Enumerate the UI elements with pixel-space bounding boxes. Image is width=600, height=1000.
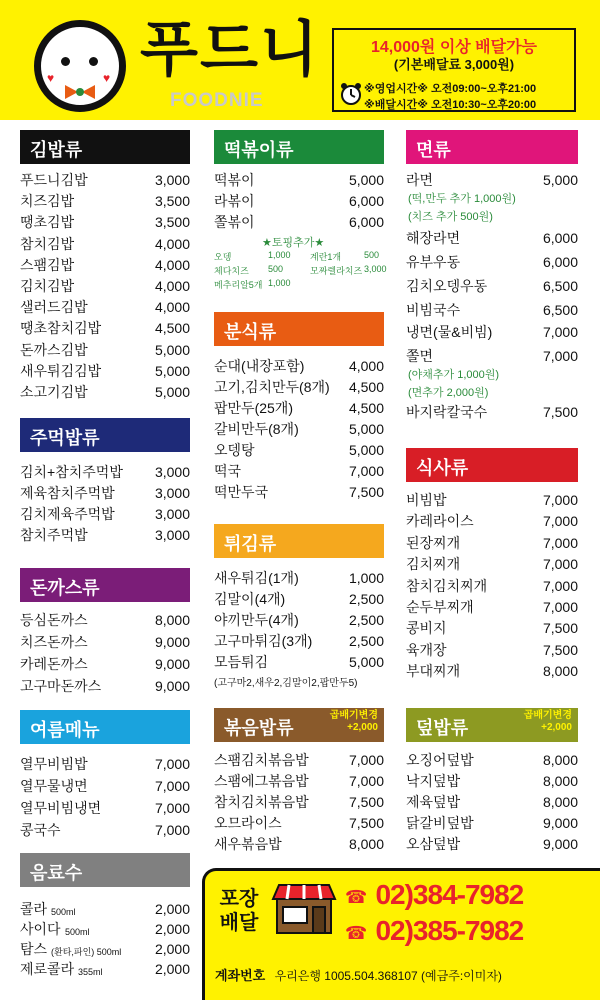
menu-item-name: 부대찌개 xyxy=(406,663,461,680)
delivery-hours-text: ※배달시간※ 오전10:30~오후20:00 xyxy=(364,99,537,111)
menu-item xyxy=(20,318,190,338)
menu-item xyxy=(20,525,190,545)
menu-item xyxy=(406,228,578,248)
bank-account xyxy=(215,965,502,984)
alarm-clock-icon xyxy=(340,82,362,106)
menu-item xyxy=(214,792,384,812)
section-title: 김밥류 xyxy=(20,130,190,164)
section-rice-bowl xyxy=(406,708,578,868)
menu-item-name: 유부우동 xyxy=(406,254,461,270)
menu-item-name: 사이다 xyxy=(20,921,61,937)
menu-item-name: 김치+참치주먹밥 xyxy=(20,464,123,480)
menu-item xyxy=(214,631,384,651)
menu-item xyxy=(20,798,190,818)
menu-item-name: 순대(내장포함) xyxy=(214,358,305,374)
menu-item xyxy=(406,300,578,320)
menu-item-price: 7,000 xyxy=(348,752,384,768)
menu-item xyxy=(406,490,578,510)
menu-item-price: 3,000 xyxy=(154,485,190,501)
menu-item xyxy=(20,234,190,254)
topping-name: 계란1개 xyxy=(310,252,342,262)
section-title xyxy=(406,708,578,742)
menu-item xyxy=(20,820,190,840)
section-title: 음료수 xyxy=(20,853,190,887)
menu-item-price: 8,000 xyxy=(542,752,578,768)
menu-item-size: 355ml xyxy=(78,967,103,977)
menu-item xyxy=(214,813,384,833)
menu-item xyxy=(20,297,190,317)
menu-item-name: 열무비빔냉면 xyxy=(20,800,102,816)
menu-item-name: 새우볶음밥 xyxy=(214,836,282,852)
noodle-option-note: (떡,만두 추가 1,000원) xyxy=(408,193,516,205)
menu-item-price: 8,000 xyxy=(348,836,384,852)
menu-item-price: 7,000 xyxy=(348,463,384,479)
section-title: 주먹밥류 xyxy=(20,418,190,452)
menu-item xyxy=(20,676,190,696)
phone-icon: ☎ xyxy=(345,923,368,943)
heart-icon: ♥ xyxy=(103,71,111,85)
menu-item-name: 오므라이스 xyxy=(214,815,282,831)
section-gimbap xyxy=(20,130,190,405)
menu-item-name: 김치김밥 xyxy=(20,278,75,294)
section-title: 여름메뉴 xyxy=(20,710,190,744)
menu-item-price: 2,000 xyxy=(154,941,190,957)
menu-item-price: 4,500 xyxy=(348,379,384,395)
brand-title: 푸드니 xyxy=(140,16,320,83)
menu-item-name: 냉면(물&비빔) xyxy=(406,324,493,340)
menu-item-price: 6,000 xyxy=(348,193,384,209)
menu-item-name: 된장찌개 xyxy=(406,534,461,551)
menu-item-price: 6,000 xyxy=(348,214,384,230)
phone-number-text: 02)384-7982 xyxy=(375,879,524,910)
delivery-fee-text: (기본배달료 3,000원) xyxy=(393,57,515,72)
menu-item-price: 7,500 xyxy=(348,484,384,500)
menu-item xyxy=(406,640,578,660)
menu-item xyxy=(20,899,190,919)
menu-item-name: 해장라면 xyxy=(406,230,461,246)
menu-item-price: 3,000 xyxy=(154,464,190,480)
menu-item-price: 5,000 xyxy=(154,384,190,400)
menu-item-name: 김치제육주먹밥 xyxy=(20,506,115,522)
menu-item-price: 4,000 xyxy=(154,256,190,273)
topping-price: 1,000 xyxy=(268,250,291,260)
menu-item-name: 김말이(4개) xyxy=(214,591,286,607)
heart-icon: ♥ xyxy=(47,71,55,85)
menu-item-price: 1,000 xyxy=(348,570,384,586)
menu-item-name: 열무물냉면 xyxy=(20,778,88,794)
menu-item xyxy=(406,661,578,681)
menu-item xyxy=(406,771,578,791)
menu-item-price: 7,000 xyxy=(542,534,578,551)
menu-item xyxy=(20,462,190,482)
topping-price: 3,000 xyxy=(364,264,387,274)
menu-item-price: 3,000 xyxy=(154,506,190,522)
noodle-option-note: (치즈 추가 500원) xyxy=(408,211,493,223)
menu-item-price: 5,000 xyxy=(348,442,384,458)
menu-item-price: 7,500 xyxy=(542,620,578,637)
menu-item-price: 6,000 xyxy=(542,254,578,270)
menu-item-price: 2,000 xyxy=(154,921,190,937)
takeout-label: 포장 xyxy=(219,888,259,910)
menu-item-name: 오뎅탕 xyxy=(214,442,255,458)
menu-item xyxy=(406,276,578,296)
menu-item-price: 5,000 xyxy=(348,654,384,670)
menu-item-price: 7,000 xyxy=(542,348,578,364)
contact-footer xyxy=(202,868,600,1000)
menu-item xyxy=(214,398,384,418)
section-drinks xyxy=(20,853,190,983)
section-bunsik xyxy=(214,312,384,512)
menu-item-name: 땡초김밥 xyxy=(20,214,75,231)
menu-item xyxy=(406,750,578,770)
section-fried xyxy=(214,524,384,694)
menu-item-name: 떡볶이 xyxy=(214,172,255,188)
menu-item-name: 스팸김밥 xyxy=(20,256,75,273)
menu-item-price: 3,500 xyxy=(154,214,190,231)
menu-item xyxy=(20,919,190,939)
menu-item xyxy=(20,191,190,211)
menu-item-size: (환타,파인) 500ml xyxy=(51,947,122,957)
mascot-eye-icon xyxy=(89,57,98,66)
menu-item xyxy=(406,252,578,272)
section-meals xyxy=(406,448,578,688)
menu-item-name: 모듬튀김 xyxy=(214,654,269,670)
menu-item-name: 콜라 xyxy=(20,901,48,917)
menu-item xyxy=(20,654,190,674)
menu-item xyxy=(214,356,384,376)
menu-item xyxy=(214,191,384,211)
menu-item xyxy=(214,170,384,190)
section-title: 분식류 xyxy=(214,312,384,346)
menu-item xyxy=(20,255,190,275)
menu-item xyxy=(406,813,578,833)
menu-item-price: 8,000 xyxy=(542,663,578,680)
menu-item-name: 쫄볶이 xyxy=(214,214,255,230)
topping-name: 오뎅 xyxy=(214,252,232,262)
delivery-label: 배달 xyxy=(219,912,259,934)
menu-item-price: 2,500 xyxy=(348,633,384,649)
section-noodles xyxy=(406,130,578,430)
menu-item-price: 4,500 xyxy=(348,400,384,416)
account-text: 우리은행 1005.504.368107 (예금주:이미자) xyxy=(274,969,502,983)
menu-item-price: 5,000 xyxy=(542,172,578,188)
menu-item-price: 4,000 xyxy=(154,235,190,252)
menu-item-name: 떡만두국 xyxy=(214,484,269,500)
brand-subtitle: FOODNIE xyxy=(170,90,264,111)
menu-item xyxy=(214,212,384,232)
menu-item xyxy=(214,610,384,630)
menu-item-price: 5,000 xyxy=(154,341,190,358)
menu-item-price: 9,000 xyxy=(542,836,578,852)
menu-item xyxy=(406,533,578,553)
menu-item-name: 비빔국수 xyxy=(406,302,461,318)
topping-name: 메추리알5개 xyxy=(214,280,263,290)
menu-item-price: 6,500 xyxy=(542,302,578,318)
topping-price: 1,000 xyxy=(268,278,291,288)
menu-item-name: 탐스 xyxy=(20,941,48,957)
menu-item-name: 새우튀김김밥 xyxy=(20,362,102,379)
menu-item xyxy=(214,419,384,439)
menu-item-price: 4,500 xyxy=(154,320,190,337)
menu-item-name: 땡초참치김밥 xyxy=(20,320,102,337)
menu-item-name: 카레돈까스 xyxy=(20,656,88,672)
large-size-note-line: +2,000 xyxy=(541,722,572,733)
menu-item-price: 7,000 xyxy=(542,492,578,508)
menu-item xyxy=(20,754,190,774)
menu-item-name: 라면 xyxy=(406,172,434,188)
phone-number-1[interactable] xyxy=(345,879,523,911)
menu-item xyxy=(406,554,578,574)
menu-item-price: 6,000 xyxy=(542,230,578,246)
menu-item xyxy=(214,377,384,397)
section-title: 식사류 xyxy=(406,448,578,482)
menu-item-name: 고구마돈까스 xyxy=(20,678,102,694)
menu-item-name: 콩비지 xyxy=(406,620,447,637)
menu-item-name: 등심돈까스 xyxy=(20,612,88,628)
menu-item xyxy=(406,511,578,531)
menu-item-price: 7,000 xyxy=(542,324,578,340)
menu-item xyxy=(406,322,578,342)
menu-item-name: 김치찌개 xyxy=(406,556,461,573)
business-hours-text: ※영업시간※ 오전09:00~오후21:00 xyxy=(364,83,537,95)
menu-item xyxy=(406,597,578,617)
menu-item xyxy=(20,382,190,402)
menu-item xyxy=(20,483,190,503)
menu-item-price: 7,000 xyxy=(348,773,384,789)
menu-item-price: 7,500 xyxy=(542,641,578,658)
menu-item xyxy=(214,834,384,854)
topping-name: 체다치즈 xyxy=(214,266,249,276)
large-size-note xyxy=(330,710,378,734)
phone-number-text: 02)385-7982 xyxy=(375,915,524,946)
menu-item-price: 9,000 xyxy=(154,678,190,694)
menu-item-price: 4,000 xyxy=(348,358,384,374)
menu-item-name: 비빔밥 xyxy=(406,492,447,508)
menu-item-price: 7,500 xyxy=(348,794,384,810)
menu-item-name: 제육덮밥 xyxy=(406,794,461,810)
header xyxy=(0,0,600,120)
menu-item-price: 3,500 xyxy=(154,193,190,210)
menu-item xyxy=(214,771,384,791)
large-size-note-line: 곱배기변경 xyxy=(523,710,572,721)
section-title: 면류 xyxy=(406,130,578,164)
menu-item-price: 8,000 xyxy=(542,794,578,810)
delivery-info-box xyxy=(332,28,576,112)
section-tteokbokki xyxy=(214,130,387,300)
menu-item xyxy=(20,361,190,381)
menu-item-price: 7,000 xyxy=(542,513,578,530)
menu-item xyxy=(214,750,384,770)
menu-item-size: 500ml xyxy=(65,927,90,937)
section-title-text: 덮밥류 xyxy=(416,718,469,738)
menu-item-name: 참치김치볶음밥 xyxy=(214,794,309,810)
menu-item-name: 참치주먹밥 xyxy=(20,527,88,543)
menu-item xyxy=(406,834,578,854)
menu-item-price: 9,000 xyxy=(154,656,190,672)
menu-item xyxy=(214,568,384,588)
menu-item-name: 육개장 xyxy=(406,641,447,658)
menu-item xyxy=(406,170,578,190)
menu-item-price: 6,500 xyxy=(542,278,578,294)
menu-item-price: 3,000 xyxy=(154,527,190,543)
menu-item-name: 새우튀김(1개) xyxy=(214,570,299,586)
menu-item-price: 7,000 xyxy=(154,756,190,772)
min-order-text: 14,000원 이상 배달가능 xyxy=(370,39,538,56)
menu-item xyxy=(406,576,578,596)
phone-icon: ☎ xyxy=(345,887,368,907)
menu-item-size: 500ml xyxy=(51,907,76,917)
menu-item-name: 라볶이 xyxy=(214,193,255,209)
menu-item-price: 8,000 xyxy=(542,773,578,789)
menu-item-name: 스팸김치볶음밥 xyxy=(214,752,309,768)
menu-item xyxy=(214,482,384,502)
menu-item-price: 5,000 xyxy=(348,421,384,437)
section-jumeok xyxy=(20,418,190,548)
account-label: 계좌번호 xyxy=(215,968,266,983)
store-icon xyxy=(271,881,337,935)
menu-item-name: 참치김밥 xyxy=(20,235,75,252)
menu-item-price: 7,000 xyxy=(542,577,578,594)
section-fried-rice xyxy=(214,708,384,868)
menu-item-name: 팝만두(25개) xyxy=(214,400,293,416)
section-title-text: 볶음밥류 xyxy=(224,718,294,738)
large-size-note-line: +2,000 xyxy=(347,722,378,733)
menu-item-price: 8,000 xyxy=(154,612,190,628)
menu-item xyxy=(214,589,384,609)
menu-item-name: 돈까스김밥 xyxy=(20,341,88,358)
menu-item xyxy=(20,610,190,630)
section-title: 튀김류 xyxy=(214,524,384,558)
menu-item-price: 7,000 xyxy=(542,556,578,573)
menu-item-name: 치즈돈까스 xyxy=(20,634,88,650)
section-summer xyxy=(20,710,190,840)
topping-name: 모짜렐라치즈 xyxy=(310,266,363,276)
menu-item-name: 카레라이스 xyxy=(406,513,474,530)
menu-item-name: 오징어덮밥 xyxy=(406,752,474,768)
menu-item-name: 고구마튀김(3개) xyxy=(214,633,313,649)
menu-item-price: 5,000 xyxy=(154,362,190,379)
menu-item xyxy=(214,461,384,481)
mascot-logo-icon xyxy=(34,20,126,112)
phone-number-2[interactable] xyxy=(345,915,523,947)
section-title: 떡볶이류 xyxy=(214,130,384,164)
menu-item-name: 오삼덮밥 xyxy=(406,836,461,852)
menu-item xyxy=(20,776,190,796)
menu-item xyxy=(406,346,578,366)
menu-item xyxy=(20,340,190,360)
fried-note: (고구마2,새우2,김말이2,팝만두5) xyxy=(214,678,358,689)
menu-item xyxy=(214,652,384,672)
topping-title: ★토핑추가★ xyxy=(262,237,325,249)
menu-item-name: 갈비만두(8개) xyxy=(214,421,299,437)
bowtie-icon xyxy=(65,85,95,99)
menu-item-price: 7,500 xyxy=(348,815,384,831)
menu-item xyxy=(406,792,578,812)
topping-price: 500 xyxy=(364,250,380,260)
menu-item-price: 7,000 xyxy=(542,599,578,615)
menu-item-name: 콩국수 xyxy=(20,822,61,838)
menu-item-name: 김치오뎅우동 xyxy=(406,278,488,294)
menu-item-name: 낙지덮밥 xyxy=(406,773,461,789)
menu-item-name: 제로콜라 xyxy=(20,961,75,977)
menu-item-price: 4,000 xyxy=(154,299,190,316)
menu-item-price: 2,500 xyxy=(348,591,384,607)
menu-item-price: 7,000 xyxy=(154,822,190,838)
menu-item xyxy=(20,504,190,524)
menu-item-name: 제육참치주먹밥 xyxy=(20,485,115,501)
menu-item xyxy=(20,959,190,979)
menu-item-name: 소고기김밥 xyxy=(20,384,88,400)
menu-item xyxy=(20,170,190,190)
menu-item-price: 5,000 xyxy=(348,172,384,188)
menu-item xyxy=(20,212,190,232)
menu-item-price: 7,500 xyxy=(542,404,578,420)
section-title xyxy=(214,708,384,742)
menu-item-price: 7,000 xyxy=(154,800,190,816)
menu-item-name: 참치김치찌개 xyxy=(406,577,488,594)
menu-item-name: 고기,김치만두(8개) xyxy=(214,379,330,395)
noodle-option-note: (야채추가 1,000원) xyxy=(408,369,500,381)
menu-item xyxy=(406,618,578,638)
menu-item-price: 2,000 xyxy=(154,901,190,917)
large-size-note-line: 곱배기변경 xyxy=(329,710,378,721)
section-donkatsu xyxy=(20,568,190,698)
menu-item-price: 2,000 xyxy=(154,961,190,977)
menu-item-name: 치즈김밥 xyxy=(20,193,75,210)
menu-item xyxy=(214,440,384,460)
menu-item-price: 7,000 xyxy=(154,778,190,794)
menu-item-price: 2,500 xyxy=(348,612,384,628)
menu-item-name: 푸드니김밥 xyxy=(20,172,88,188)
menu-item-name: 열무비빔밥 xyxy=(20,756,88,772)
menu-item-name: 샐러드김밥 xyxy=(20,299,88,316)
menu-item-name: 야끼만두(4개) xyxy=(214,612,299,628)
menu-item-name: 닭갈비덮밥 xyxy=(406,815,474,831)
menu-item xyxy=(20,939,190,959)
menu-item-name: 순두부찌개 xyxy=(406,599,474,615)
menu-item xyxy=(406,402,578,422)
mascot-eye-icon xyxy=(61,57,70,66)
menu-item-name: 떡국 xyxy=(214,463,242,479)
menu-item-name: 바지락칼국수 xyxy=(406,404,488,420)
menu-item xyxy=(20,632,190,652)
menu-item-name: 스팸에그볶음밥 xyxy=(214,773,309,789)
menu-item-name: 쫄면 xyxy=(406,348,434,364)
menu-item-price: 4,000 xyxy=(154,278,190,294)
large-size-note xyxy=(524,710,572,734)
section-title: 돈까스류 xyxy=(20,568,190,602)
topping-price: 500 xyxy=(268,264,284,274)
takeout-delivery-label xyxy=(215,887,263,935)
menu-item xyxy=(20,276,190,296)
menu-item-price: 3,000 xyxy=(154,172,190,188)
menu-item-price: 9,000 xyxy=(154,634,190,650)
menu-item-price: 9,000 xyxy=(542,815,578,831)
noodle-option-note: (면추가 2,000원) xyxy=(408,387,489,399)
